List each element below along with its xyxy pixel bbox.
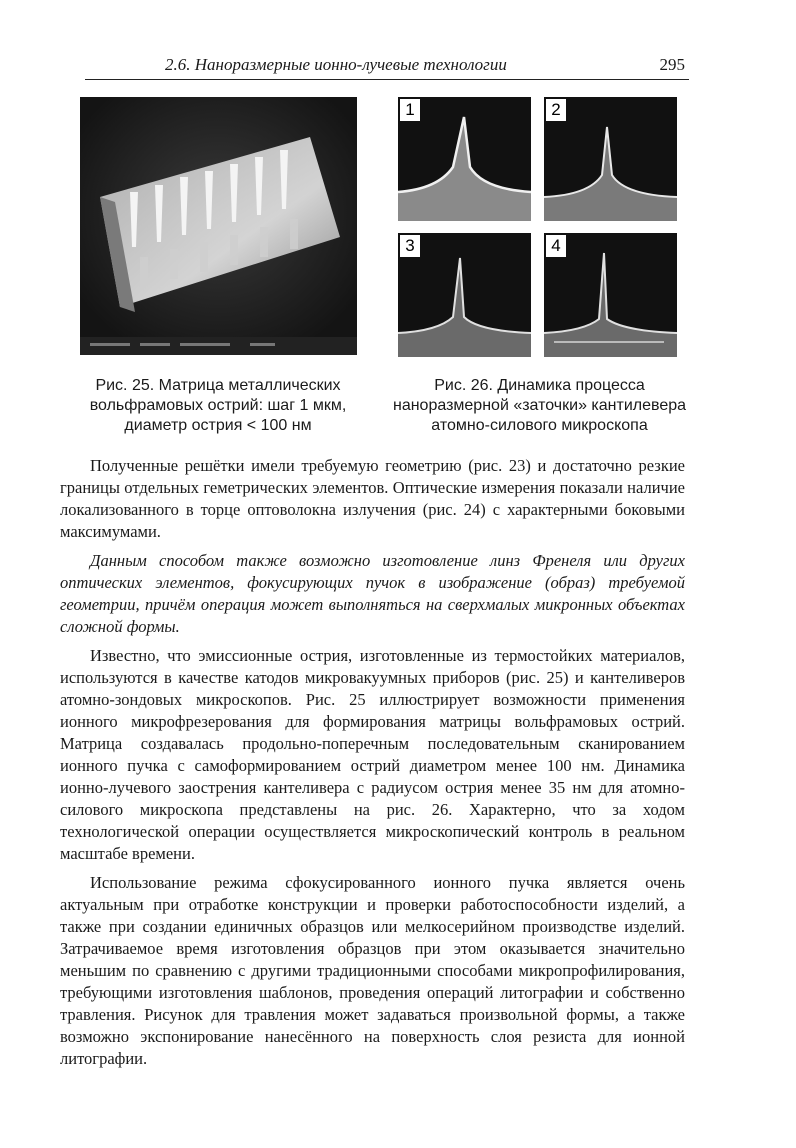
page-number: 295 — [659, 55, 685, 74]
paragraph: Данным способом также возможно изготовление линз Френеля или других оптических элементов, фокусирующих пучок в изображение (образ) требуемой геометрии, причём операция может выполняться на сверхмалых микронных объектах сложной формы. — [60, 551, 685, 636]
figure-26-panel-4 — [544, 233, 677, 357]
panel-label: 4 — [546, 235, 566, 257]
figure-26-panel-1 — [398, 97, 531, 221]
figure-26-panel-3 — [398, 233, 531, 357]
panel-label: 1 — [400, 99, 420, 121]
panel-label: 2 — [546, 99, 566, 121]
figure-25-image — [80, 97, 357, 355]
figure-26-caption: Рис. 26. Динамика процесса наноразмерной «заточки» кантилевера атомно-силового микроскопа — [392, 377, 687, 434]
body-text — [60, 455, 685, 1077]
running-header — [85, 55, 689, 80]
figure-25-caption: Рис. 25. Матрица металлических вольфрамовых острий: шаг 1 мкм, диаметр острия < 100 нм — [89, 377, 347, 434]
paragraph: Использование режима сфокусированного ионного пучка является очень актуальным при отработке конструкции и проверки работоспособности изделий, а также при создании единичных образцов или мелкосерийном производстве изделий. Затрачиваемое время изготовления образцов при этом оказывается значительно меньшим по сравнению с другими традиционными способами микропрофилирования, требующими изготовления шаблонов, проведения операций литографии и собственно травления. Рисунок для травления может задаваться произвольной формы, а также возможно экспонирование нанесённого на поверхность слоя резиста для ионной литографии. — [60, 873, 685, 1068]
figure-26-panels — [398, 97, 678, 357]
running-header-title: 2.6. Наноразмерные ионно-лучевые технологии — [165, 55, 507, 74]
paragraph: Известно, что эмиссионные острия, изготовленные из термостойких материалов, используются в качестве катодов микровакуумных приборов (рис. 25) и кантеливеров атомно-зондовых микроскопов. Рис. 25 иллюстрирует возможности применения ионного микрофрезерования для формирования матрицы вольфрамовых острий. Матрица создавалась продольно-поперечным последовательным сканированием ионного пучка с самоформированием острий диаметром менее 100 нм. Динамика ионно-лучевого заострения кантеливера с радиусом острия менее 35 нм для атомно-силового микроскопа представлены на рис. 26. Характерно, что за ходом технологической операции осуществляется микроскопический контроль в реальном масштабе времени. — [60, 646, 685, 863]
paragraph: Полученные решётки имели требуемую геометрию (рис. 23) и достаточно резкие границы отдельных геметрических элементов. Оптические измерения показали наличие локализованного в торце оптоволокна излучения (рис. 24) с характерными боковыми максимумами. — [60, 456, 685, 541]
panel-label: 3 — [400, 235, 420, 257]
figure-26-panel-2 — [544, 97, 677, 221]
